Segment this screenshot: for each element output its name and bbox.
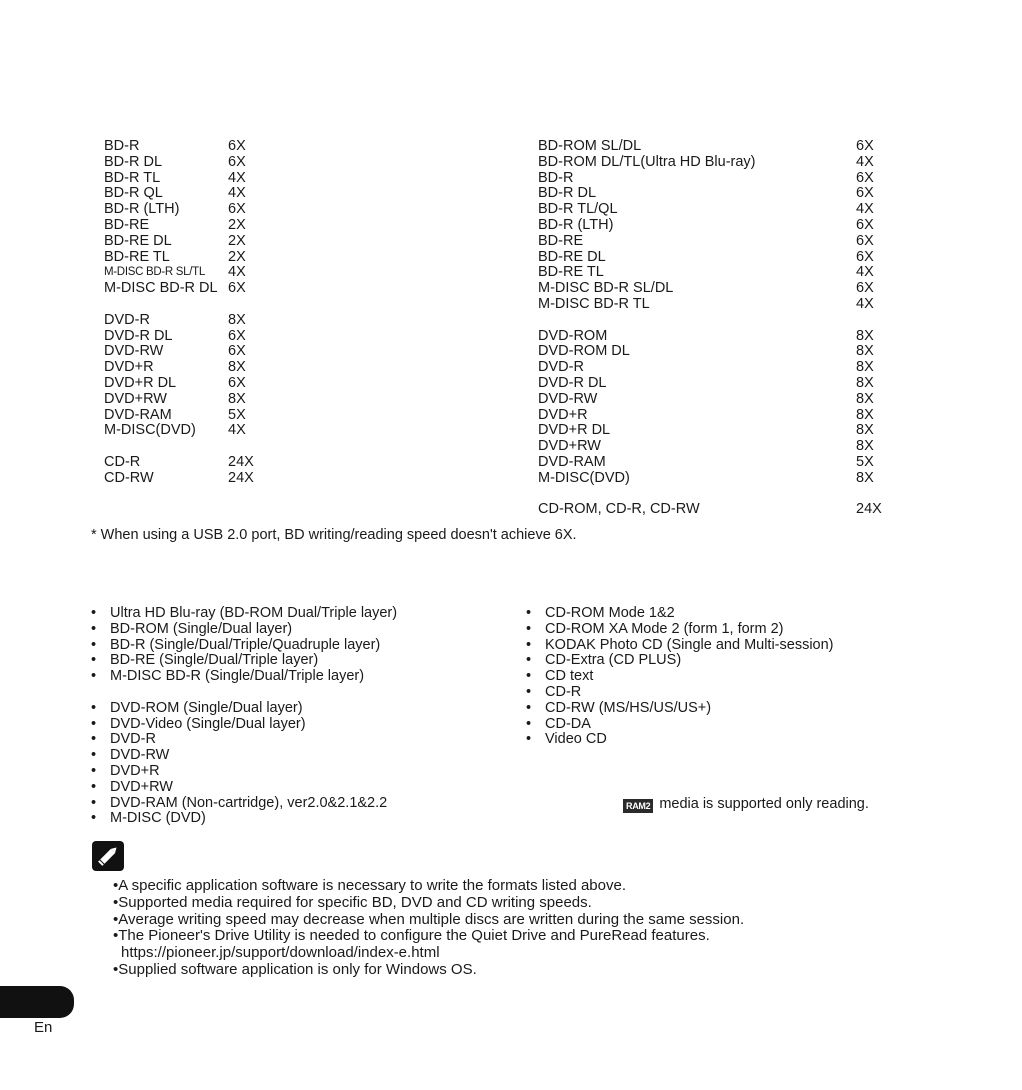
format-label: BD-RE (Single/Dual/Triple layer) [110, 652, 319, 669]
media-name: M-DISC(DVD) [104, 422, 196, 439]
media-name: BD-RE [538, 232, 584, 249]
write-speed-row [104, 265, 404, 281]
media-name: DVD-ROM [538, 327, 608, 344]
format-list-item [526, 606, 834, 622]
write-speed-row [104, 376, 404, 392]
speed-value: 4X [228, 422, 246, 439]
read-speed-table [538, 139, 883, 518]
media-name: BD-RE TL [104, 248, 170, 265]
speed-value: 6X [856, 185, 874, 202]
ram2-badge-icon: RAM2 [623, 799, 653, 813]
read-speed-row [538, 423, 883, 439]
speed-value: 6X [228, 138, 246, 154]
media-name: DVD-RW [104, 343, 164, 360]
speed-value: 8X [228, 359, 246, 376]
media-name: DVD-RAM [104, 406, 172, 423]
format-label: DVD-RW [110, 747, 170, 764]
speed-value: 6X [228, 153, 246, 170]
supported-formats-right [526, 606, 834, 748]
bullet-icon: • [91, 715, 97, 732]
speed-value: 4X [228, 264, 246, 281]
media-name: BD-RE DL [538, 248, 606, 265]
media-name: DVD-R DL [538, 374, 607, 391]
speed-value: 5X [856, 453, 874, 470]
media-name: BD-ROM DL/TL(Ultra HD Blu-ray) [538, 153, 756, 170]
bullet-icon: • [91, 762, 97, 779]
note-item: •Supplied software application is only for Windows OS. [113, 960, 477, 978]
speed-value: 24X [228, 453, 254, 470]
bullet-icon: • [526, 668, 532, 685]
speed-value: 6X [856, 248, 874, 265]
pencil-icon [92, 841, 124, 871]
format-label: M-DISC (DVD) [110, 810, 206, 827]
media-name: BD-R TL [104, 169, 161, 186]
speed-value: 4X [856, 153, 874, 170]
speed-value: 8X [856, 406, 874, 423]
format-list-item [526, 669, 834, 685]
write-speed-row [104, 360, 404, 376]
format-list-item [91, 717, 397, 733]
format-list-item [91, 638, 397, 654]
bullet-icon: • [526, 683, 532, 700]
speed-value: 6X [228, 374, 246, 391]
read-speed-row [538, 265, 883, 281]
read-speed-row [538, 471, 883, 487]
spacer [104, 439, 404, 455]
media-name: DVD-R [538, 359, 584, 376]
read-speed-row [538, 376, 883, 392]
format-label: CD-RW (MS/HS/US/US+) [545, 699, 712, 716]
supported-formats-left [91, 606, 397, 827]
spacer [538, 313, 883, 329]
write-speed-row [104, 408, 404, 424]
read-speed-row [538, 439, 883, 455]
write-speed-row [104, 155, 404, 171]
media-name: DVD-R DL [104, 327, 173, 344]
speed-value: 8X [856, 359, 874, 376]
language-label: En [34, 1019, 53, 1036]
note-item: •Supported media required for specific BD, DVD and CD writing speeds. [113, 893, 592, 911]
media-name: CD-R [104, 453, 141, 470]
write-speed-row [104, 329, 404, 345]
read-speed-row [538, 155, 883, 171]
media-name: DVD+RW [104, 390, 167, 407]
format-label: DVD+RW [110, 778, 173, 795]
bullet-icon: • [91, 605, 97, 621]
speed-value: 8X [228, 311, 246, 328]
speed-value: 8X [856, 469, 874, 486]
media-name: M-DISC BD-R SL/TL [104, 266, 205, 279]
format-label: DVD-R [110, 731, 156, 748]
format-label: Video CD [545, 731, 607, 748]
note-item: •A specific application software is necessary to write the formats listed above. [113, 877, 626, 894]
bullet-icon: • [91, 668, 97, 685]
format-list-item [526, 638, 834, 654]
media-name: BD-R DL [538, 185, 597, 202]
speed-value: 2X [228, 248, 246, 265]
media-name: CD-ROM, CD-R, CD-RW [538, 501, 700, 518]
format-list-item [526, 622, 834, 638]
spacer [104, 297, 404, 313]
write-speed-row [104, 139, 404, 155]
media-name: CD-RW [104, 469, 154, 486]
media-name: BD-R QL [104, 185, 163, 202]
write-speed-row [104, 423, 404, 439]
format-list-item [526, 653, 834, 669]
format-label: CD-DA [545, 715, 591, 732]
bullet-icon: • [91, 810, 97, 827]
format-label: KODAK Photo CD (Single and Multi-session) [545, 636, 834, 653]
write-speed-row [104, 250, 404, 266]
media-name: BD-RE [104, 216, 150, 233]
speed-value: 6X [228, 327, 246, 344]
speed-value: 4X [228, 169, 246, 186]
write-speed-row [104, 234, 404, 250]
bullet-icon: • [91, 778, 97, 795]
format-label: Ultra HD Blu-ray (BD-ROM Dual/Triple layer) [110, 605, 398, 621]
media-name: M-DISC(DVD) [538, 469, 630, 486]
format-list-item [91, 669, 397, 685]
bullet-icon: • [91, 636, 97, 653]
media-name: DVD+R DL [104, 374, 177, 391]
format-list-item [91, 811, 397, 827]
speed-value: 2X [228, 216, 246, 233]
bullet-icon: • [91, 731, 97, 748]
write-speed-row [104, 218, 404, 234]
read-speed-row [538, 344, 883, 360]
media-name: BD-R (LTH) [538, 216, 614, 233]
write-speed-row [104, 455, 404, 471]
write-speed-row [104, 392, 404, 408]
note-item: •Average writing speed may decrease when multiple discs are written during the same session. [113, 910, 745, 928]
page-tab [0, 986, 74, 1018]
media-name: DVD+RW [538, 438, 601, 455]
note-item: •The Pioneer's Drive Utility is needed to configure the Quiet Drive and PureRead features. [113, 927, 710, 945]
speed-value: 6X [228, 280, 246, 297]
speed-value: 4X [856, 264, 874, 281]
speed-value: 8X [228, 390, 246, 407]
speed-value: 8X [856, 374, 874, 391]
notes-list [113, 878, 744, 979]
write-speed-row [104, 186, 404, 202]
read-speed-row [538, 360, 883, 376]
format-label: CD-ROM XA Mode 2 (form 1, form 2) [545, 620, 784, 637]
format-label: M-DISC BD-R (Single/Dual/Triple layer) [110, 668, 365, 685]
speed-value: 6X [856, 169, 874, 186]
format-label: DVD-Video (Single/Dual layer) [110, 715, 306, 732]
format-list-item [91, 622, 397, 638]
read-speed-row [538, 281, 883, 297]
media-name: DVD-RAM [538, 453, 606, 470]
speed-value: 24X [228, 469, 254, 486]
media-name: DVD+R DL [538, 422, 611, 439]
media-name: BD-R TL/QL [538, 201, 618, 218]
bullet-icon: • [526, 715, 532, 732]
read-speed-row [538, 234, 883, 250]
ram-note-text: media is supported only reading. [659, 796, 869, 812]
media-name: BD-ROM SL/DL [538, 138, 642, 154]
media-name: DVD-R [104, 311, 150, 328]
read-speed-row [538, 218, 883, 234]
read-speed-row [538, 502, 883, 518]
spacer [91, 685, 397, 701]
read-speed-row [538, 408, 883, 424]
bullet-icon: • [91, 699, 97, 716]
format-list-item [526, 717, 834, 733]
speed-value: 6X [856, 138, 874, 154]
bullet-icon: • [526, 636, 532, 653]
read-speed-row [538, 186, 883, 202]
read-speed-row [538, 139, 883, 155]
media-name: BD-R (LTH) [104, 201, 180, 218]
format-list-item [526, 685, 834, 701]
speed-value: 24X [856, 501, 882, 518]
bullet-icon: • [526, 731, 532, 748]
media-name: DVD+R [104, 359, 154, 376]
speed-value: 6X [228, 343, 246, 360]
speed-value: 6X [228, 201, 246, 218]
read-speed-row [538, 455, 883, 471]
format-label: DVD-RAM (Non-cartridge), ver2.0&2.1&2.2 [110, 794, 388, 811]
format-list-item [91, 732, 397, 748]
format-label: DVD-ROM (Single/Dual layer) [110, 699, 303, 716]
format-label: CD-R [545, 683, 582, 700]
media-name: M-DISC BD-R TL [538, 295, 650, 312]
speed-value: 6X [856, 216, 874, 233]
format-list-item [91, 764, 397, 780]
bullet-icon: • [526, 620, 532, 637]
media-name: M-DISC BD-R DL [104, 280, 218, 297]
speed-value: 8X [856, 422, 874, 439]
format-list-item [91, 780, 397, 796]
read-speed-row [538, 297, 883, 313]
bullet-icon: • [526, 652, 532, 669]
speed-value: 4X [856, 295, 874, 312]
bullet-icon: • [91, 747, 97, 764]
media-name: M-DISC BD-R SL/DL [538, 280, 674, 297]
speed-value: 5X [228, 406, 246, 423]
format-label: DVD+R [110, 762, 160, 779]
media-name: BD-R [538, 169, 574, 186]
speed-value: 4X [228, 185, 246, 202]
format-label: BD-ROM (Single/Dual layer) [110, 620, 293, 637]
speed-footnote: * When using a USB 2.0 port, BD writing/reading speed doesn't achieve 6X. [91, 527, 577, 543]
media-name: DVD+R [538, 406, 588, 423]
media-name: DVD-RW [538, 390, 598, 407]
bullet-icon: • [526, 605, 532, 621]
read-speed-row [538, 250, 883, 266]
speed-value: 4X [856, 201, 874, 218]
read-speed-row [538, 329, 883, 345]
speed-value: 6X [856, 280, 874, 297]
write-speed-row [104, 344, 404, 360]
speed-value: 8X [856, 390, 874, 407]
format-list-item [91, 653, 397, 669]
write-speed-row [104, 313, 404, 329]
format-label: CD-Extra (CD PLUS) [545, 652, 682, 669]
format-list-item [91, 701, 397, 717]
write-speed-row [104, 202, 404, 218]
write-speed-row [104, 471, 404, 487]
media-name: BD-R [104, 138, 140, 154]
speed-value: 6X [856, 232, 874, 249]
bullet-icon: • [526, 699, 532, 716]
speed-value: 8X [856, 327, 874, 344]
spacer [538, 487, 883, 503]
format-label: CD text [545, 668, 594, 685]
write-speed-row [104, 171, 404, 187]
read-speed-row [538, 171, 883, 187]
format-list-item [526, 732, 834, 748]
ram-note [623, 796, 869, 813]
format-list-item [91, 748, 397, 764]
format-list-item [91, 796, 397, 812]
format-label: BD-R (Single/Dual/Triple/Quadruple layer) [110, 636, 381, 653]
media-name: DVD-ROM DL [538, 343, 630, 360]
format-list-item [526, 701, 834, 717]
read-speed-row [538, 392, 883, 408]
bullet-icon: • [91, 652, 97, 669]
note-url: https://pioneer.jp/support/download/index-e.html [121, 944, 440, 962]
write-speed-table [104, 139, 404, 487]
media-name: BD-RE TL [538, 264, 604, 281]
speed-value: 8X [856, 343, 874, 360]
format-list-item [91, 606, 397, 622]
media-name: BD-R DL [104, 153, 163, 170]
media-name: BD-RE DL [104, 232, 172, 249]
read-speed-row [538, 202, 883, 218]
write-speed-row [104, 281, 404, 297]
speed-value: 2X [228, 232, 246, 249]
bullet-icon: • [91, 794, 97, 811]
bullet-icon: • [91, 620, 97, 637]
format-label: CD-ROM Mode 1&2 [545, 605, 675, 621]
speed-value: 8X [856, 438, 874, 455]
